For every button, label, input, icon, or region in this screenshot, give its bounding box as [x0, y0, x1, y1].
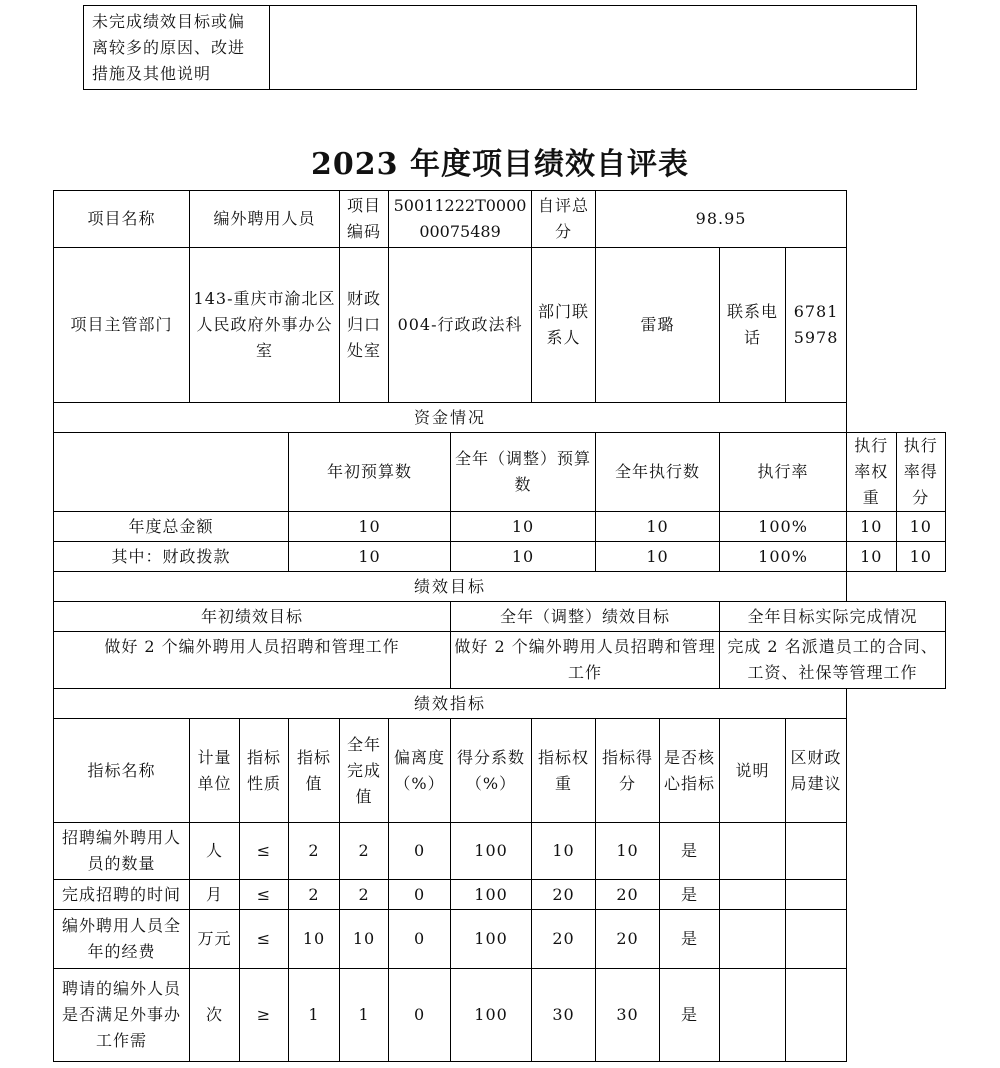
project-name-label: 项目名称: [54, 191, 190, 248]
ind-coefficient: 100: [451, 823, 532, 880]
ind-col-coefficient: 得分系数（%）: [451, 719, 532, 823]
goals-initial-label: 年初绩效目标: [54, 602, 451, 632]
table-row: [54, 969, 946, 1062]
funds-cell: 10: [451, 512, 596, 542]
finance-office: 004-行政政法科: [389, 248, 532, 403]
funds-col-rate-weight: 执行率权重: [847, 433, 896, 512]
evaluation-table: [53, 190, 946, 1062]
ind-score: 10: [596, 823, 660, 880]
ind-note: [720, 910, 786, 969]
ind-col-target: 指标值: [289, 719, 340, 823]
funds-row: [54, 542, 946, 572]
ind-target: 10: [289, 910, 340, 969]
ind-actual: 10: [340, 910, 389, 969]
ind-coefficient: 100: [451, 969, 532, 1062]
self-score: 98.95: [596, 191, 847, 248]
ind-target: 2: [289, 880, 340, 910]
funds-row: [54, 512, 946, 542]
ind-col-name: 指标名称: [54, 719, 190, 823]
project-name: 编外聘用人员: [190, 191, 340, 248]
ind-col-advice: 区财政局建议: [786, 719, 847, 823]
funds-cell: 10: [596, 542, 720, 572]
funds-col-rate-score: 执行率得分: [896, 433, 945, 512]
ind-unit: 月: [190, 880, 240, 910]
ind-deviation: 0: [389, 910, 451, 969]
ind-col-actual: 全年完成值: [340, 719, 389, 823]
ind-actual: 1: [340, 969, 389, 1062]
page-title: 2023 年度项目绩效自评表: [311, 147, 689, 182]
ind-unit: 人: [190, 823, 240, 880]
funds-cell: 10: [896, 512, 945, 542]
funds-cell: 10: [451, 542, 596, 572]
ind-weight: 20: [532, 910, 596, 969]
dept-label: 项目主管部门: [54, 248, 190, 403]
ind-col-unit: 计量单位: [190, 719, 240, 823]
funds-cell: 10: [289, 542, 451, 572]
ind-core: 是: [660, 880, 720, 910]
ind-core: 是: [660, 910, 720, 969]
indicators-section-label: 绩效指标: [54, 689, 847, 719]
ind-deviation: 0: [389, 880, 451, 910]
reason-value: [270, 6, 917, 90]
ind-unit: 万元: [190, 910, 240, 969]
funds-cell: 10: [596, 512, 720, 542]
goals-initial: 做好 2 个编外聘用人员招聘和管理工作: [54, 632, 451, 689]
ind-deviation: 0: [389, 969, 451, 1062]
phone: 67815978: [786, 248, 847, 403]
ind-name: 招聘编外聘用人员的数量: [54, 823, 190, 880]
ind-actual: 2: [340, 823, 389, 880]
ind-coefficient: 100: [451, 880, 532, 910]
funds-cell: 10: [896, 542, 945, 572]
ind-note: [720, 969, 786, 1062]
ind-actual: 2: [340, 880, 389, 910]
self-score-label: 自评总分: [532, 191, 596, 248]
reason-label: 未完成绩效目标或偏离较多的原因、改进措施及其他说明: [84, 6, 270, 90]
ind-weight: 30: [532, 969, 596, 1062]
ind-col-core: 是否核心指标: [660, 719, 720, 823]
ind-col-score: 指标得分: [596, 719, 660, 823]
funds-col-initial: 年初预算数: [289, 433, 451, 512]
ind-advice: [786, 969, 847, 1062]
ind-col-deviation: 偏离度（%）: [389, 719, 451, 823]
funds-row-label: 年度总金额: [54, 512, 289, 542]
ind-weight: 20: [532, 880, 596, 910]
goals-adjusted: 做好 2 个编外聘用人员招聘和管理工作: [451, 632, 720, 689]
ind-name: 编外聘用人员全年的经费: [54, 910, 190, 969]
finance-office-label: 财政归口处室: [340, 248, 389, 403]
funds-cell: 100%: [720, 542, 847, 572]
funds-col-rate: 执行率: [720, 433, 847, 512]
ind-advice: [786, 910, 847, 969]
ind-core: 是: [660, 823, 720, 880]
ind-score: 30: [596, 969, 660, 1062]
funds-col-adjusted: 全年（调整）预算数: [451, 433, 596, 512]
table-row: [54, 880, 946, 910]
ind-name: 聘请的编外人员是否满足外事办工作需: [54, 969, 190, 1062]
ind-coefficient: 100: [451, 910, 532, 969]
ind-nature: ≤: [240, 880, 289, 910]
ind-note: [720, 823, 786, 880]
ind-advice: [786, 880, 847, 910]
ind-advice: [786, 823, 847, 880]
funds-cell: 10: [289, 512, 451, 542]
table-row: [54, 823, 946, 880]
ind-unit: 次: [190, 969, 240, 1062]
funds-cell: 10: [847, 512, 896, 542]
goals-actual-label: 全年目标实际完成情况: [720, 602, 946, 632]
ind-col-nature: 指标性质: [240, 719, 289, 823]
contact-person: 雷璐: [596, 248, 720, 403]
funds-corner-cell: [54, 433, 289, 512]
ind-deviation: 0: [389, 823, 451, 880]
funds-section-label: 资金情况: [54, 403, 847, 433]
goals-section-label: 绩效目标: [54, 572, 847, 602]
funds-col-executed: 全年执行数: [596, 433, 720, 512]
table-row: [54, 910, 946, 969]
ind-nature: ≥: [240, 969, 289, 1062]
contact-person-label: 部门联系人: [532, 248, 596, 403]
funds-cell: 100%: [720, 512, 847, 542]
previous-section-table: [83, 5, 917, 90]
project-code-label: 项目编码: [340, 191, 389, 248]
dept: 143-重庆市渝北区人民政府外事办公室: [190, 248, 340, 403]
ind-nature: ≤: [240, 910, 289, 969]
funds-cell: 10: [847, 542, 896, 572]
ind-col-note: 说明: [720, 719, 786, 823]
ind-col-weight: 指标权重: [532, 719, 596, 823]
ind-nature: ≤: [240, 823, 289, 880]
ind-score: 20: [596, 880, 660, 910]
goals-adjusted-label: 全年（调整）绩效目标: [451, 602, 720, 632]
ind-score: 20: [596, 910, 660, 969]
funds-row-label: 其中：财政拨款: [54, 542, 289, 572]
project-code: 50011222T000000075489: [389, 191, 532, 248]
ind-note: [720, 880, 786, 910]
ind-core: 是: [660, 969, 720, 1062]
ind-name: 完成招聘的时间: [54, 880, 190, 910]
goals-actual: 完成 2 名派遣员工的合同、工资、社保等管理工作: [720, 632, 946, 689]
phone-label: 联系电话: [720, 248, 786, 403]
ind-target: 1: [289, 969, 340, 1062]
ind-target: 2: [289, 823, 340, 880]
ind-weight: 10: [532, 823, 596, 880]
